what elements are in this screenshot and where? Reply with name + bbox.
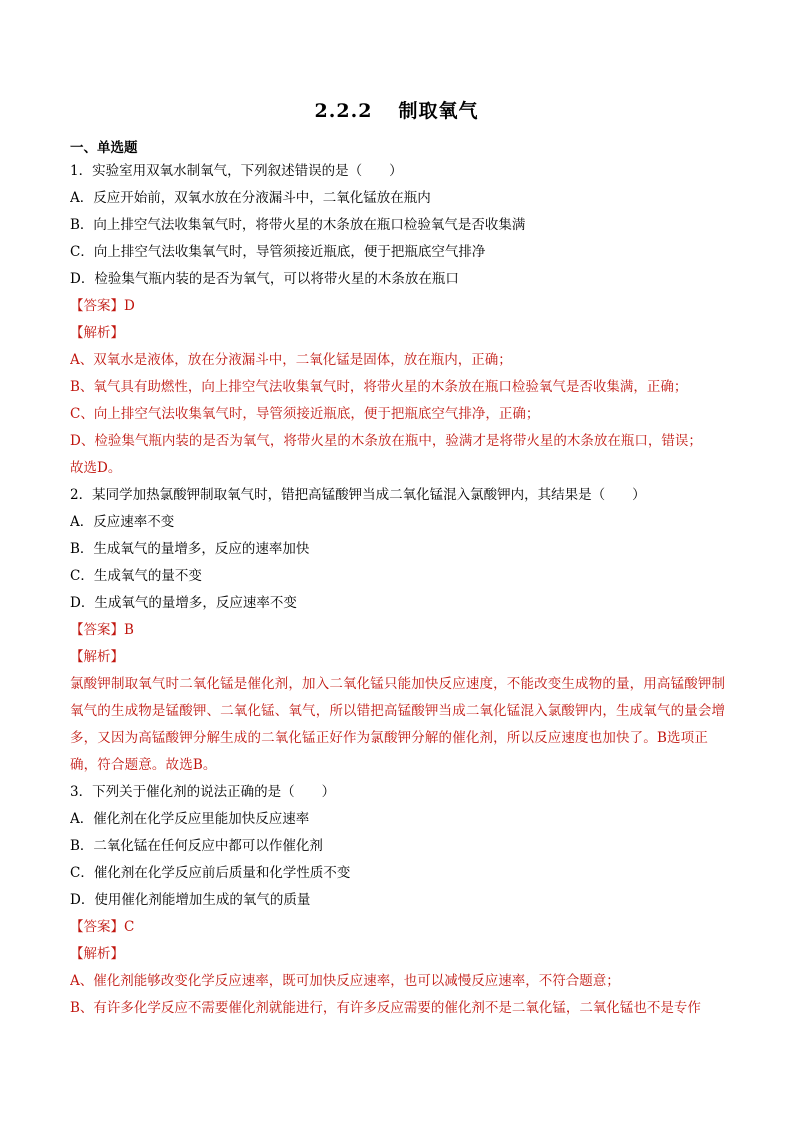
question-3-analysis-label: 【解析】: [70, 946, 124, 962]
question-3-answer: 【答案】C: [70, 919, 135, 935]
question-1-stem: 1．实验室用双氧水制氧气，下列叙述错误的是（ ）: [70, 163, 403, 179]
question-1-analysis-b: B、氧气具有助燃性，向上排空气法收集氧气时，将带火星的木条放在瓶口检验氧气是否收集满，正确；: [70, 379, 688, 395]
question-3-option-a: A．催化剂在化学反应里能加快反应速率: [70, 811, 310, 827]
questions-container: [70, 158, 730, 1022]
question-3-analysis-a: A、催化剂能够改变化学反应速率，既可加快反应速率，也可以减慢反应速率，不符合题意；: [70, 973, 620, 989]
page-title: [0, 96, 793, 123]
title-text: 制取氧气: [398, 100, 479, 122]
question-2-option-b: B．生成氧气的量增多，反应的速率加快: [70, 541, 310, 557]
question-1-analysis-c: C、向上排空气法收集氧气时，导管须接近瓶底，便于把瓶底空气排净，正确；: [70, 406, 540, 422]
question-3-stem: 3．下列关于催化剂的说法正确的是（ ）: [70, 784, 336, 800]
question-1-analysis-d: D、检验集气瓶内装的是否为氧气，将带火星的木条放在瓶中，验满才是将带火星的木条放在瓶口，错误；: [70, 433, 702, 449]
question-3-option-b: B．二氧化锰在任何反应中都可以作催化剂: [70, 838, 323, 854]
question-2-stem: 2．某同学加热氯酸钾制取氧气时，错把高锰酸钾当成二氧化锰混入氯酸钾内，其结果是（ ）: [70, 487, 646, 503]
question-3-option-c: C．催化剂在化学反应前后质量和化学性质不变: [70, 865, 351, 881]
question-2-option-a: A．反应速率不变: [70, 514, 175, 530]
question-2-analysis-label: 【解析】: [70, 649, 124, 665]
question-1-option-a: A．反应开始前，双氧水放在分液漏斗中，二氧化锰放在瓶内: [70, 190, 431, 206]
question-2-option-d: D．生成氧气的量增多，反应速率不变: [70, 595, 297, 611]
question-1-analysis-a: A、双氧水是液体，放在分液漏斗中，二氧化锰是固体，放在瓶内，正确；: [70, 352, 512, 368]
question-1-option-c: C．向上排空气法收集氧气时，导管须接近瓶底，便于把瓶底空气排净: [70, 244, 486, 260]
question-3-option-d: D．使用催化剂能增加生成的氧气的质量: [70, 892, 311, 908]
question-1-conclusion: 故选D。: [70, 460, 122, 476]
question-2-answer: 【答案】B: [70, 622, 134, 638]
question-1-option-d: D．检验集气瓶内装的是否为氧气，可以将带火星的木条放在瓶口: [70, 271, 459, 287]
section-heading: 一、单选题: [70, 140, 138, 156]
question-3-analysis-b: B、有许多化学反应不需要催化剂就能进行，有许多反应需要的催化剂不是二氧化锰，二氧化锰也不是专作: [70, 1000, 701, 1016]
question-1-answer: 【答案】D: [70, 298, 135, 314]
question-1-option-b: B．向上排空气法收集氧气时，将带火星的木条放在瓶口检验氧气是否收集满: [70, 217, 526, 233]
question-2-option-c: C．生成氧气的量不变: [70, 568, 202, 584]
question-1-analysis-label: 【解析】: [70, 325, 124, 341]
question-2-analysis-paragraph: 氯酸钾制取氧气时二氧化锰是催化剂，加入二氧化锰只能加快反应速度，不能改变生成物的量，用高锰酸钾制氧气的生成物是锰酸钾、二氧化锰、氧气，所以错把高锰酸钾当成二氧化锰混入氯酸钾内，生成氧气的量会增多，又因为高锰酸钾分解生成的二氧化锰正好作为氯酸钾分解的催化剂，所以反应速度也加快了。B选项正确，符合题意。故选B。: [70, 676, 726, 773]
section-number: 2.2.2: [314, 100, 373, 122]
